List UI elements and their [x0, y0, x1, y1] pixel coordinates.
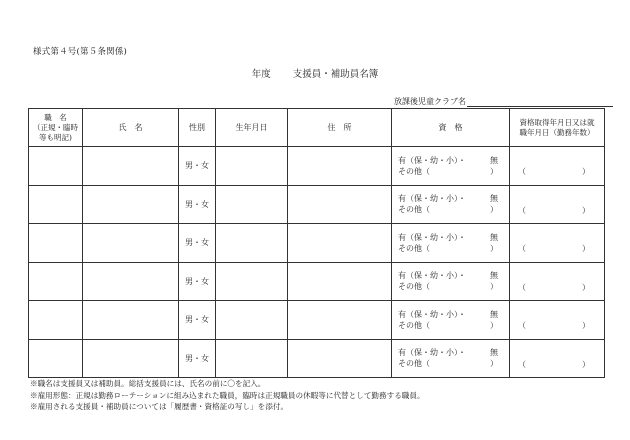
club-name-label: 放課後児童クラブ名	[394, 97, 466, 106]
name-cell[interactable]	[83, 301, 179, 340]
table-row	[29, 262, 605, 301]
header-sex: 性別	[179, 109, 216, 147]
job-title-cell[interactable]	[29, 339, 83, 378]
qualification-line-1	[398, 232, 498, 243]
paren-open: （	[518, 321, 526, 331]
qualification-other-close: ）	[490, 166, 498, 176]
qualification-none: 無	[490, 271, 498, 281]
qualification-other: その他（	[398, 359, 430, 369]
qualification-cell[interactable]	[392, 301, 510, 340]
table-row	[29, 147, 605, 186]
birthdate-cell[interactable]	[216, 147, 288, 186]
paren-open: （	[518, 167, 526, 177]
header-job-title-line: 職 名	[44, 112, 67, 122]
table-body	[29, 147, 605, 378]
qualification-other: その他（	[398, 205, 430, 215]
acquisition-date-parens	[510, 320, 604, 331]
header-qualification: 資 格	[392, 109, 510, 147]
header-name: 氏 名	[83, 109, 179, 147]
address-cell[interactable]	[288, 224, 392, 263]
acquisition-date-cell[interactable]	[510, 339, 605, 378]
title-year: 年度	[251, 69, 271, 80]
note-line: ※雇用形態：正規は勤務ローテーションに組み込まれた職員，臨時は正規職員の休暇等に代替として勤務する職員。	[30, 390, 425, 400]
birthdate-cell[interactable]	[216, 262, 288, 301]
job-title-cell[interactable]	[29, 301, 83, 340]
header-acquisition-date	[510, 109, 605, 147]
qualification-line-2	[398, 166, 498, 177]
qualification-none: 無	[490, 232, 498, 242]
qualification-line-2	[398, 243, 498, 254]
paren-close: ）	[582, 167, 590, 177]
acquisition-date-parens	[510, 205, 604, 216]
table-row	[29, 301, 605, 340]
page-title	[0, 66, 630, 80]
qualification-none: 無	[490, 194, 498, 204]
qualification-none: 無	[490, 348, 498, 358]
sex-cell[interactable]	[179, 339, 216, 378]
header-acquisition-date-line: 資格取得年月日又は就	[519, 117, 595, 127]
job-title-cell[interactable]	[29, 262, 83, 301]
paren-close: ）	[582, 244, 590, 254]
qualification-line-1	[398, 270, 498, 281]
note-line: ※職名は支援員又は補助員。総括支援員には、氏名の前に〇を記入。	[30, 379, 266, 388]
header-job-title	[29, 109, 83, 147]
header-job-title-line: 等も明記)	[39, 132, 72, 142]
title-name: 支援員・補助員名簿	[292, 69, 379, 80]
acquisition-date-parens	[510, 166, 604, 177]
table-header-row	[29, 109, 605, 147]
qualification-cell[interactable]	[392, 147, 510, 186]
acquisition-date-cell[interactable]	[510, 301, 605, 340]
sex-options: 男・女	[185, 353, 209, 363]
qualification-options: 有（保・幼・小）・	[398, 232, 466, 242]
qualification-other-close: ）	[490, 243, 498, 253]
qualification-line-1	[398, 155, 498, 166]
acquisition-date-parens	[510, 243, 604, 254]
sex-options: 男・女	[185, 199, 209, 209]
sex-options: 男・女	[185, 161, 209, 171]
sex-options: 男・女	[185, 238, 209, 248]
sex-cell[interactable]	[179, 224, 216, 263]
header-birthdate: 生年月日	[216, 109, 288, 147]
name-cell[interactable]	[83, 224, 179, 263]
acquisition-date-cell[interactable]	[510, 262, 605, 301]
qualification-line-2	[398, 204, 498, 215]
birthdate-cell[interactable]	[216, 224, 288, 263]
qualification-none: 無	[490, 155, 498, 165]
qualification-line-1	[398, 193, 498, 204]
address-cell[interactable]	[288, 147, 392, 186]
club-name-line	[467, 97, 613, 107]
name-cell[interactable]	[83, 262, 179, 301]
birthdate-cell[interactable]	[216, 301, 288, 340]
qualification-line-2	[398, 320, 498, 331]
qualification-line-2	[398, 281, 498, 292]
note-line: ※雇用される支援員・補助員については「履歴書・資格証の写し」を添付。	[30, 402, 289, 411]
notes	[30, 378, 425, 413]
qualification-other: その他（	[398, 282, 430, 292]
table-row	[29, 224, 605, 263]
name-cell[interactable]	[83, 147, 179, 186]
paren-close: ）	[582, 359, 590, 369]
sex-options: 男・女	[185, 276, 209, 286]
qualification-none: 無	[490, 309, 498, 319]
acquisition-date-parens	[510, 282, 604, 293]
birthdate-cell[interactable]	[216, 185, 288, 224]
header-acquisition-date-line: 職年月日（勤務年数）	[519, 127, 595, 137]
qualification-cell[interactable]	[392, 185, 510, 224]
qualification-other: その他（	[398, 243, 430, 253]
qualification-line-2	[398, 358, 498, 369]
staff-roster-table	[28, 108, 605, 378]
job-title-cell[interactable]	[29, 185, 83, 224]
acquisition-date-parens	[510, 359, 604, 370]
job-title-cell[interactable]	[29, 147, 83, 186]
qualification-cell[interactable]	[392, 262, 510, 301]
paren-open: （	[518, 244, 526, 254]
address-cell[interactable]	[288, 262, 392, 301]
form-number: 様式第４号(第５条関係)	[33, 47, 128, 57]
name-cell[interactable]	[83, 339, 179, 378]
paren-open: （	[518, 205, 526, 215]
sex-cell[interactable]	[179, 185, 216, 224]
qualification-line-1	[398, 309, 498, 320]
sex-cell[interactable]	[179, 262, 216, 301]
sex-options: 男・女	[185, 315, 209, 325]
sex-cell[interactable]	[179, 147, 216, 186]
qualification-options: 有（保・幼・小）・	[398, 271, 466, 281]
job-title-cell[interactable]	[29, 224, 83, 263]
header-address: 住 所	[288, 109, 392, 147]
address-cell[interactable]	[288, 185, 392, 224]
paren-close: ）	[582, 321, 590, 331]
club-name-field	[394, 96, 613, 107]
sex-cell[interactable]	[179, 301, 216, 340]
qualification-other-close: ）	[490, 320, 498, 330]
paren-close: ）	[582, 205, 590, 215]
address-cell[interactable]	[288, 339, 392, 378]
paren-open: （	[518, 359, 526, 369]
acquisition-date-cell[interactable]	[510, 224, 605, 263]
name-cell[interactable]	[83, 185, 179, 224]
qualification-line-1	[398, 347, 498, 358]
qualification-options: 有（保・幼・小）・	[398, 309, 466, 319]
qualification-options: 有（保・幼・小）・	[398, 194, 466, 204]
qualification-other-close: ）	[490, 359, 498, 369]
birthdate-cell[interactable]	[216, 339, 288, 378]
qualification-cell[interactable]	[392, 339, 510, 378]
table-row	[29, 339, 605, 378]
paren-open: （	[518, 282, 526, 292]
acquisition-date-cell[interactable]	[510, 147, 605, 186]
qualification-other: その他（	[398, 166, 430, 176]
qualification-options: 有（保・幼・小）・	[398, 348, 466, 358]
paren-close: ）	[582, 282, 590, 292]
header-job-title-line: （正規・臨時	[33, 122, 78, 132]
address-cell[interactable]	[288, 301, 392, 340]
qualification-options: 有（保・幼・小）・	[398, 155, 466, 165]
acquisition-date-cell[interactable]	[510, 185, 605, 224]
qualification-other-close: ）	[490, 282, 498, 292]
table-row	[29, 185, 605, 224]
qualification-other: その他（	[398, 320, 430, 330]
qualification-other-close: ）	[490, 205, 498, 215]
qualification-cell[interactable]	[392, 224, 510, 263]
